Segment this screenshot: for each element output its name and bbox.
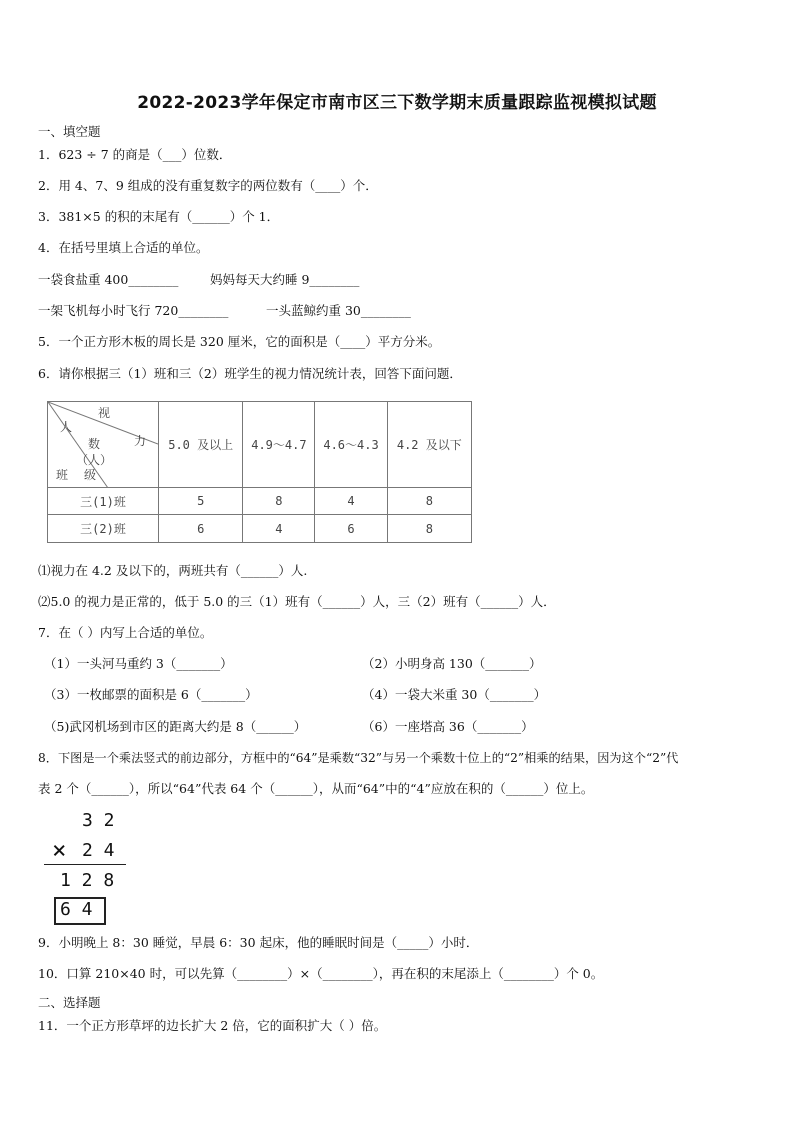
question-3: 3．381×5 的积的末尾有（______）个 1． [38, 209, 280, 224]
question-9: 9．小明晚上 8：30 睡觉，早晨 6：30 起床，他的睡眠时间是（_____）小时． [38, 935, 479, 950]
question-8-line-2: 表 2 个（______），所以“64”代表 64 个（______），从而“64”中的“4”应放在积的（______）位上。 [38, 781, 594, 796]
question-7: 7．在（ ）内写上合适的单位。 [38, 625, 213, 640]
question-11: 11．一个正方形草坪的边长扩大 2 倍，它的面积扩大（ ）倍。 [38, 1018, 387, 1033]
question-7-item-6: （6）一座塔高 36（_______） [362, 719, 534, 734]
corner-label-ji: 级 [84, 468, 97, 482]
multiplier: 2 4 [82, 840, 115, 861]
table-cell: 6 [159, 515, 243, 543]
question-10: 10．口算 210×40 时，可以先算（________）×（________），再在积的末尾添上（________）个 0。 [38, 966, 604, 981]
row-label: 三(2)班 [48, 515, 159, 543]
question-2: 2．用 4、7、9 组成的没有重复数字的两位数有（____）个． [38, 178, 378, 193]
table-cell: 4 [315, 488, 387, 515]
table-cell: 8 [387, 515, 471, 543]
corner-label-shi: 视 [98, 406, 111, 420]
question-8-line-1: 8．下图是一个乘法竖式的前边部分，方框中的“64”是乘数“32”与另一个乘数十位上的“2”相乘的结果，因为这个“2”代 [38, 751, 679, 765]
table-cell: 4 [243, 515, 315, 543]
page-title: 2022-2023学年保定市南市区三下数学期末质量跟踪监视模拟试题 [137, 93, 657, 113]
question-7-item-2: （2）小明身高 130（_______） [362, 656, 542, 671]
question-5: 5．一个正方形木板的周长是 320 厘米，它的面积是（____）平方分米。 [38, 334, 441, 349]
times-sign: × [52, 836, 67, 864]
question-7-item-5: （5)武冈机场到市区的距离大约是 8（______） [44, 719, 307, 734]
corner-label-shu: 数 [88, 437, 101, 451]
question-4-item-c: 一架飞机每小时飞行 720________ [38, 303, 229, 318]
corner-label-ban: 班 [56, 468, 69, 482]
question-7-item-3: （3）一枚邮票的面积是 6（_______） [44, 687, 258, 702]
question-4-item-a: 一袋食盐重 400________ [38, 272, 179, 287]
column-header: 5.0 及以上 [159, 402, 243, 488]
multiplicand: 3 2 [82, 810, 115, 831]
vision-stats-table [47, 401, 472, 543]
question-1: 1．623 ÷ 7 的商是（___）位数． [38, 147, 232, 162]
table-cell: 8 [387, 488, 471, 515]
table-cell: 5 [159, 488, 243, 515]
question-4-item-b: 妈妈每天大约睡 9________ [210, 272, 360, 287]
question-4-item-d: 一头蓝鲸约重 30________ [266, 303, 411, 318]
question-4: 4．在括号里填上合适的单位。 [38, 240, 209, 255]
table-row [48, 515, 472, 543]
row-label: 三(1)班 [48, 488, 159, 515]
question-7-item-4: （4）一袋大米重 30（_______） [362, 687, 547, 702]
table-corner-header [48, 402, 159, 488]
corner-label-unit: （人） [76, 453, 113, 467]
section-heading-fill-blank: 一、填空题 [38, 124, 101, 139]
table-cell: 6 [315, 515, 387, 543]
table-cell: 8 [243, 488, 315, 515]
section-heading-choice: 二、选择题 [38, 995, 101, 1010]
column-header: 4.6～4.3 [315, 402, 387, 488]
result-line [44, 864, 126, 865]
table-row [48, 488, 472, 515]
question-6: 6．请你根据三（1）班和三（2）班学生的视力情况统计表，回答下面问题． [38, 366, 462, 381]
column-header: 4.2 及以下 [387, 402, 471, 488]
corner-label-ren: 人 [60, 420, 73, 434]
question-6-part-2: ⑵5.0 的视力是正常的，低于 5.0 的三（1）班有（______）人，三（2）班有（______）人． [38, 594, 556, 609]
question-7-item-1: （1）一头河马重约 3（_______） [44, 656, 233, 671]
column-header: 4.9～4.7 [243, 402, 315, 488]
partial-product-2: 6 4 [60, 899, 93, 920]
question-6-part-1: ⑴视力在 4.2 及以下的，两班共有（______）人. [38, 563, 308, 578]
corner-label-li: 力 [134, 434, 147, 448]
partial-product-1: 1 2 8 [60, 870, 115, 891]
